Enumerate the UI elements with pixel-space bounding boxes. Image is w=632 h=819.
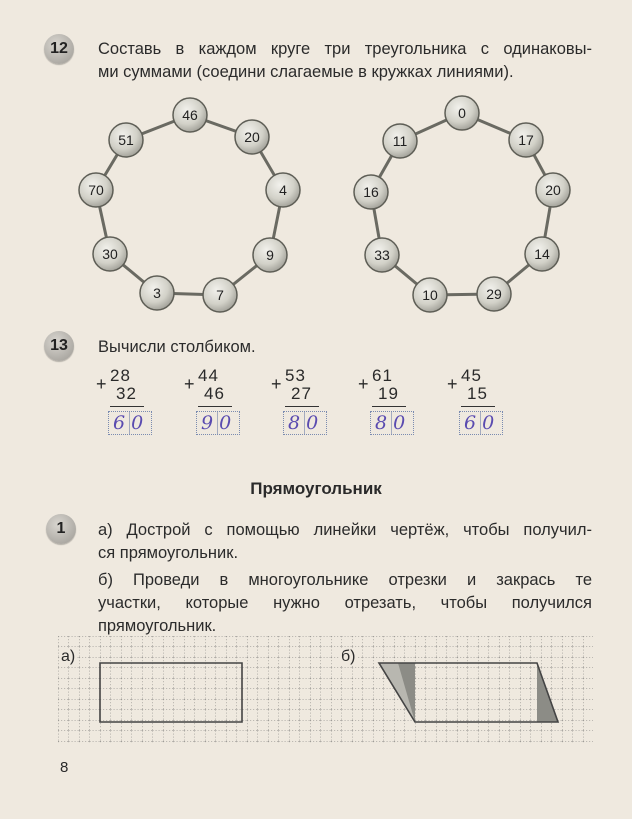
number-node [525,237,559,271]
answer-box[interactable]: 90 [196,411,240,435]
first-addend: 45 [461,366,482,385]
left-number-ring [79,98,300,312]
number-node-value: 0 [458,105,466,121]
first-addend: 53 [285,366,306,385]
number-node-value: 14 [534,246,550,262]
number-node [266,173,300,207]
addition-problem [271,366,331,438]
number-node-value: 16 [363,184,379,200]
task12-text-line2: ми суммами (соедини слагаемые в кружках линиями). [98,63,514,81]
figure-a-label: а) [61,648,76,665]
answer-box[interactable]: 80 [370,411,414,435]
task1-b-line2: участки, которые нужно отрезать, чтобы получился [98,594,592,612]
number-node-value: 9 [266,247,274,263]
task12-text-line1: Составь в каждом круге три треугольника с одинаковы- [98,40,592,58]
number-node [365,238,399,272]
answer-box[interactable]: 80 [283,411,327,435]
second-addend: 15 [467,384,488,403]
page-number: 8 [60,759,69,776]
number-node [477,277,511,311]
number-node [354,175,388,209]
task1-b-line3: прямоугольник. [98,617,217,635]
addition-problem [184,366,244,438]
number-node [140,276,174,310]
number-node [413,278,447,312]
plus-sign: + [184,374,195,394]
number-node [109,123,143,157]
sum-line [461,406,495,407]
second-addend: 32 [116,384,137,403]
number-node [93,237,127,271]
grid-svg [58,636,593,744]
second-addend: 19 [378,384,399,403]
task-number-badge: 12 [44,34,74,64]
number-node-value: 3 [153,285,161,301]
answer-box[interactable]: 60 [108,411,152,435]
number-node-value: 29 [486,286,502,302]
number-node [235,120,269,154]
number-node-value: 20 [244,129,260,145]
plus-sign: + [271,374,282,394]
number-node [173,98,207,132]
number-node-value: 10 [422,287,438,303]
answer-box[interactable]: 60 [459,411,503,435]
number-node-value: 20 [545,182,561,198]
task1-a-line2: ся прямоугольник. [98,544,239,562]
number-circles [0,0,632,330]
plus-sign: + [447,374,458,394]
task1-a-line1: а) Дострой с помощью линейки чертёж, чтобы получил- [98,521,592,539]
addition-problem [447,366,507,438]
first-addend: 61 [372,366,393,385]
plus-sign: + [96,374,107,394]
first-addend: 28 [110,366,131,385]
sum-line [285,406,319,407]
right-number-ring [354,96,570,312]
task-number-badge: 1 [46,514,76,544]
number-node [79,173,113,207]
number-node-value: 4 [279,182,287,198]
number-node [536,173,570,207]
number-node-value: 33 [374,247,390,263]
number-node-value: 51 [118,132,134,148]
addition-problem [96,366,156,438]
addition-problem [358,366,418,438]
number-node-value: 70 [88,182,104,198]
second-addend: 27 [291,384,312,403]
number-node-value: 11 [392,133,408,149]
section-title: Прямоугольник [250,479,382,498]
number-node [383,124,417,158]
task1-b-line1: б) Проведи в многоугольнике отрезки и закрась те [98,571,592,589]
number-node-value: 46 [182,107,198,123]
number-node [203,278,237,312]
number-node [445,96,479,130]
task-number-badge: 13 [44,331,74,361]
number-node-value: 17 [518,132,534,148]
number-node-value: 7 [216,287,224,303]
number-node-value: 30 [102,246,118,262]
number-node [253,238,287,272]
second-addend: 46 [204,384,225,403]
sum-line [372,406,406,407]
sum-line [198,406,232,407]
plus-sign: + [358,374,369,394]
drawing-grid [58,636,593,744]
first-addend: 44 [198,366,219,385]
task13-title: Вычисли столбиком. [98,338,256,356]
figure-b-label: б) [341,648,356,665]
number-node [509,123,543,157]
sum-line [110,406,144,407]
